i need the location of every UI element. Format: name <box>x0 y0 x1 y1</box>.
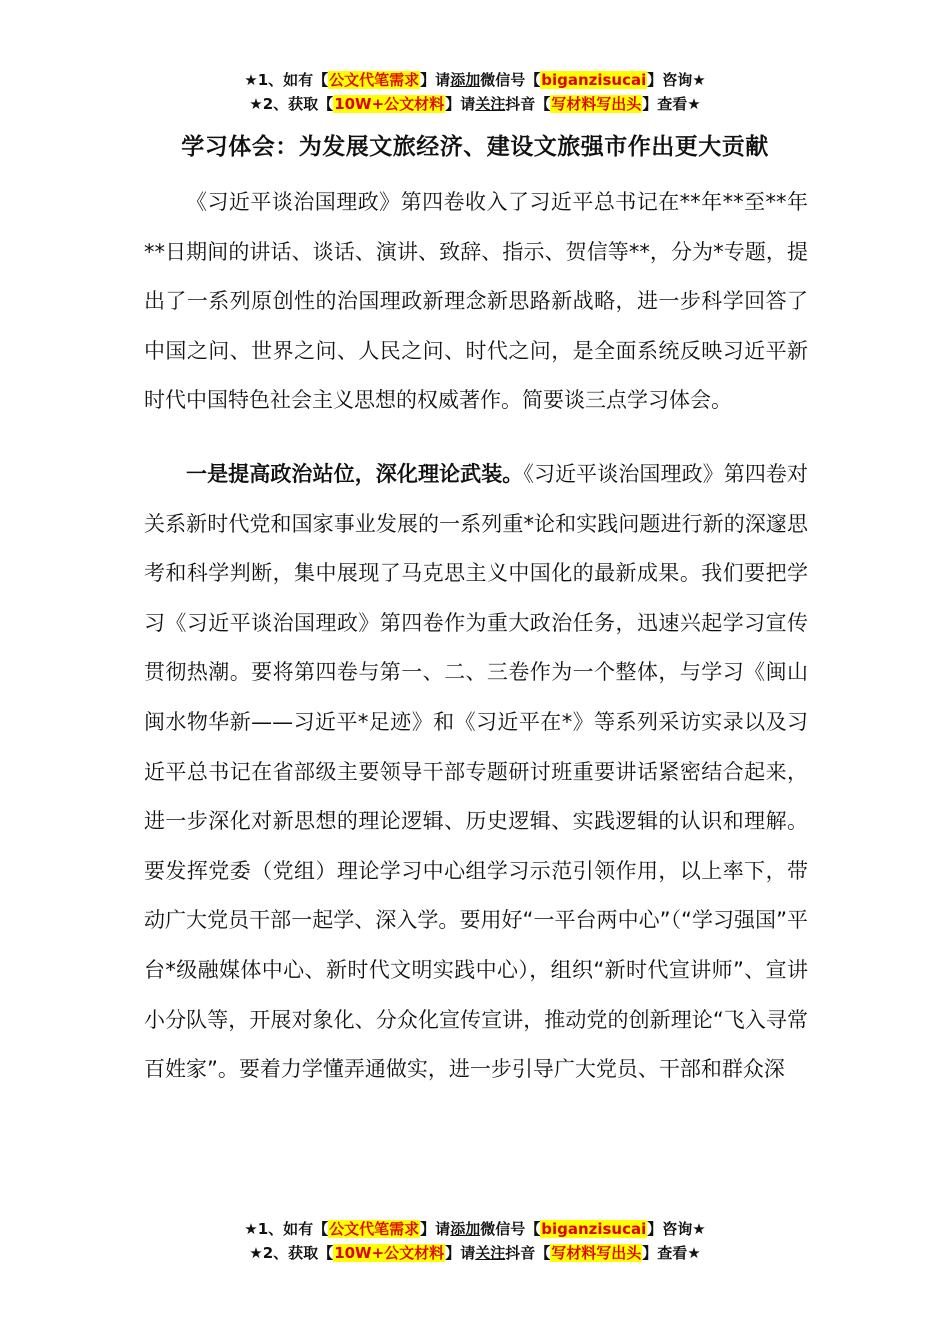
promo-text: ★2、获取【 <box>249 1244 334 1262</box>
section-1-paragraph <box>144 450 808 1095</box>
promo-text: 微信号【 <box>480 1220 541 1238</box>
promo-text: ★1、如有【 <box>244 1220 329 1238</box>
promo-text: 】请 <box>445 1244 476 1262</box>
promo-text: 】请 <box>420 1220 451 1238</box>
promo-highlight: 公文代笔需求 <box>329 1220 420 1238</box>
promo-underlined-text: 关注 <box>475 1244 506 1262</box>
promo-text: 】咨询★ <box>647 71 706 89</box>
promo-text: 微信号【 <box>480 71 541 89</box>
promo-text: 】请 <box>420 71 451 89</box>
document-title: 学习体会：为发展文旅经济、建设文旅强市作出更大贡献 <box>181 134 769 160</box>
promo-text: 抖音【 <box>505 95 551 113</box>
promo-text: 】查看★ <box>642 95 701 113</box>
section-1-heading: 一是提高政治站位，深化理论武装。 <box>186 461 524 486</box>
promo-line-2 <box>0 1241 950 1265</box>
promo-underlined-text: 添加 <box>450 1220 481 1238</box>
promo-highlight-douyin-id: 写材料写出头 <box>551 1244 642 1262</box>
promo-highlight: 公文代笔需求 <box>329 71 420 89</box>
intro-paragraph: 《习近平谈治国理政》第四卷收入了习近平总书记在**年**至**年**日期间的讲话、谈话、演讲、致辞、指示、贺信等**，分为*专题，提出了一系列原创性的治国理政新理念新思路新战略，进一步科学回答了中国之问、世界之问、人民之问、时代之问，是全面系统反映习近平新时代中国特色社会主义思想的权威著作。简要谈三点学习体会。 <box>144 190 808 413</box>
promo-banner-top <box>0 68 950 116</box>
promo-banner-bottom <box>0 1217 950 1265</box>
promo-text: 】查看★ <box>642 1244 701 1262</box>
promo-highlight-douyin-id: 写材料写出头 <box>551 95 642 113</box>
promo-highlight-wechat-id: biganzisucai <box>541 71 647 89</box>
promo-highlight-wechat-id: biganzisucai <box>541 1220 647 1238</box>
promo-underlined-text: 添加 <box>450 71 481 89</box>
promo-text: ★2、获取【 <box>249 95 334 113</box>
promo-underlined-text: 关注 <box>475 95 506 113</box>
promo-text: 】咨询★ <box>647 1220 706 1238</box>
promo-line-1 <box>0 1217 950 1241</box>
promo-highlight: 10W+公文材料 <box>334 95 445 113</box>
promo-line-1 <box>0 68 950 92</box>
promo-text: ★1、如有【 <box>244 71 329 89</box>
promo-line-2 <box>0 92 950 116</box>
document-body <box>144 178 808 1095</box>
promo-text: 抖音【 <box>505 1244 551 1262</box>
promo-highlight: 10W+公文材料 <box>334 1244 445 1262</box>
section-1-text: 《习近平谈治国理政》第四卷对关系新时代党和国家事业发展的一系列重*论和实践问题进行新的深邃思考和科学判断，集中展现了马克思主义中国化的最新成果。我们要把学习《习近平谈治国理政》第四卷作为重大政治任务，迅速兴起学习宣传贯彻热潮。要将第四卷与第一、二、三卷作为一个整体，与学习《闽山闽水物华新——习近平*足迹》和《习近平在*》等系列采访实录以及习近平总书记在省部级主要领导干部专题研讨班重要讲话紧密结合起来，进一步深化对新思想的理论逻辑、历史逻辑、实践逻辑的认识和理解。要发挥党委（党组）理论学习中心组学习示范引领作用，以上率下，带动广大党员干部一起学、深入学。要用好“一平台两中心”（“学习强国”平台*级融媒体中心、新时代文明实践中心），组织“新时代宣讲师”、宣讲小分队等，开展对象化、分众化宣传宣讲，推动党的创新理论“飞入寻常百姓家”。要着力学懂弄通做实，进一步引导广大党员、干部和群众深 <box>144 461 809 1082</box>
promo-text: 】请 <box>445 95 476 113</box>
